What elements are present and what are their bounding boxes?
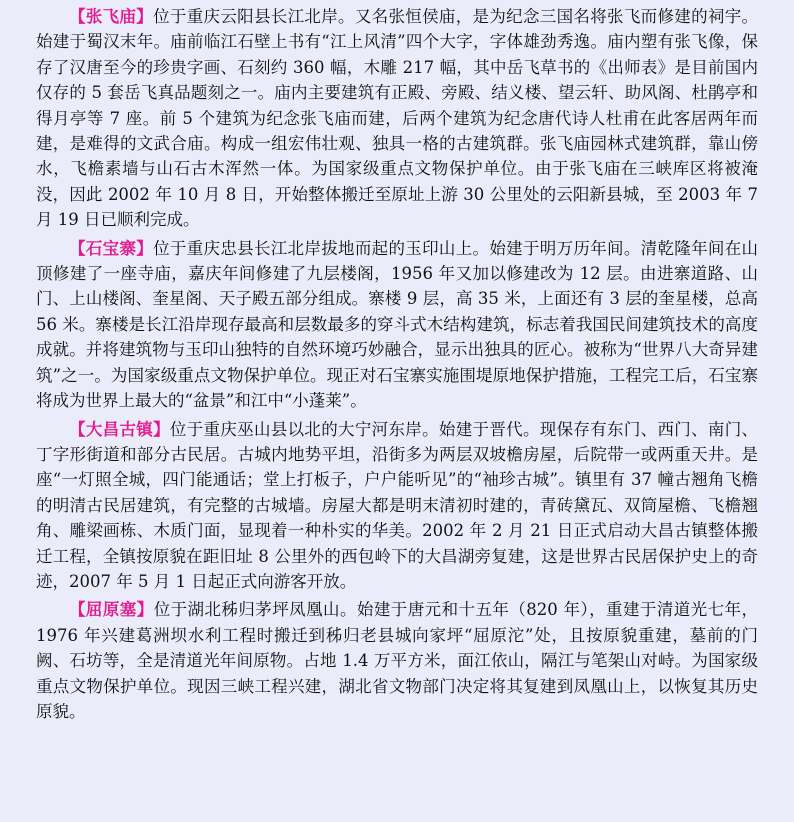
entry-body: 位于重庆巫山县以北的大宁河东岸。始建于晋代。现保存有东门、西门、南门、丁字形街道和部分古民居。古城内地势平坦，沿街多为两层双坡檐房屋，后院带一或两重天井。是座“一灯照全城，四门能通话；堂上打板子，户户能听见”的“袖珍古城”。镇里有 37 幢古翘角飞檐的明清古民居建筑，有完整的古城墙。房屋大都是明末清初时建的，青砖黛瓦、双筒屋檐、飞檐翘角、雕梁画栋、木质门面，显现着一种朴实的华美。2002 年 2 月 21 日正式启动大昌古镇整体搬迁工程，全镇按原貌在距旧址 8 公里外的西包岭下的大昌湖旁复建，这是世界古民居保护史上的奇迹，2007 年 5 月 1 日起正式向游客开放。 [36,419,758,591]
entry-quyuan [36,597,758,724]
entry-title: 【石宝寨】 [69,238,154,258]
entry-title: 【大昌古镇】 [69,419,170,439]
entry-title: 【屈原塞】 [69,600,154,620]
entry-body: 位于湖北秭归茅坪凤凰山。始建于唐元和十五年（820 年），重建于清道光七年，1976 年兴建葛洲坝水利工程时搬迁到秭归老县城向家坪“屈原沱”处，且按原貌重建，墓前的门阙、石坊等，全是清道光年间原物。占地 1.4 万平方米，面江依山，隔江与笔架山对峙。为国家级重点文物保护单位。现因三峡工程兴建，湖北省文物部门决定将其复建到凤凰山上，以恢复其历史原貌。 [36,600,758,721]
entry-zhangfei-temple [36,4,758,233]
entry-body: 位于重庆云阳县长江北岸。又名张恒侯庙，是为纪念三国名将张飞而修建的祠宇。始建于蜀汉末年。庙前临江石壁上书有“江上风清”四个大字，字体雄劲秀逸。庙内塑有张飞像，保存了汉唐至今的珍贵字画、石刻约 360 幅，木雕 217 幅，其中岳飞草书的《出师表》是目前国内仅存的 5 套岳飞真品题刻之一。庙内主要建筑有正殿、旁殿、结义楼、望云轩、助风阁、杜鹃亭和得月亭等 7 座。前 5 个建筑为纪念张飞庙而建，后两个建筑为纪念唐代诗人杜甫在此客居两年而建，是难得的文武合庙。构成一组宏伟壮观、独具一格的古建筑群。张飞庙园林式建筑群，靠山傍水，飞檐素墙与山石古木浑然一体。为国家级重点文物保护单位。由于张飞庙在三峡库区将被淹没，因此 2002 年 10 月 8 日，开始整体搬迁至原址上游 30 公里处的云阳新县城，至 2003 年 7 月 19 日已顺利完成。 [36,7,758,230]
entry-shibaozhai [36,236,758,414]
entry-body: 位于重庆忠县长江北岸拔地而起的玉印山上。始建于明万历年间。清乾隆年间在山顶修建了一座寺庙，嘉庆年间修建了九层楼阁，1956 年又加以修建改为 12 层。由进寨道路、山门、上山楼阁、奎星阁、天子殿五部分组成。寨楼 9 层，高 35 米，上面还有 3 层的奎星楼，总高 56 米。寨楼是长江沿岸现存最高和层数最多的穿斗式木结构建筑，标志着我国民间建筑技术的高度成就。并将建筑物与玉印山独特的自然环境巧妙融合，显示出独具的匠心。被称为“世界八大奇异建筑”之一。为国家级重点文物保护单位。现正对石宝寨实施围堤原地保护措施，工程完工后，石宝寨将成为世界上最大的“盆景”和江中“小蓬莱”。 [36,238,758,411]
entry-title: 【张飞庙】 [69,7,154,26]
entry-dachang-town [36,417,758,595]
